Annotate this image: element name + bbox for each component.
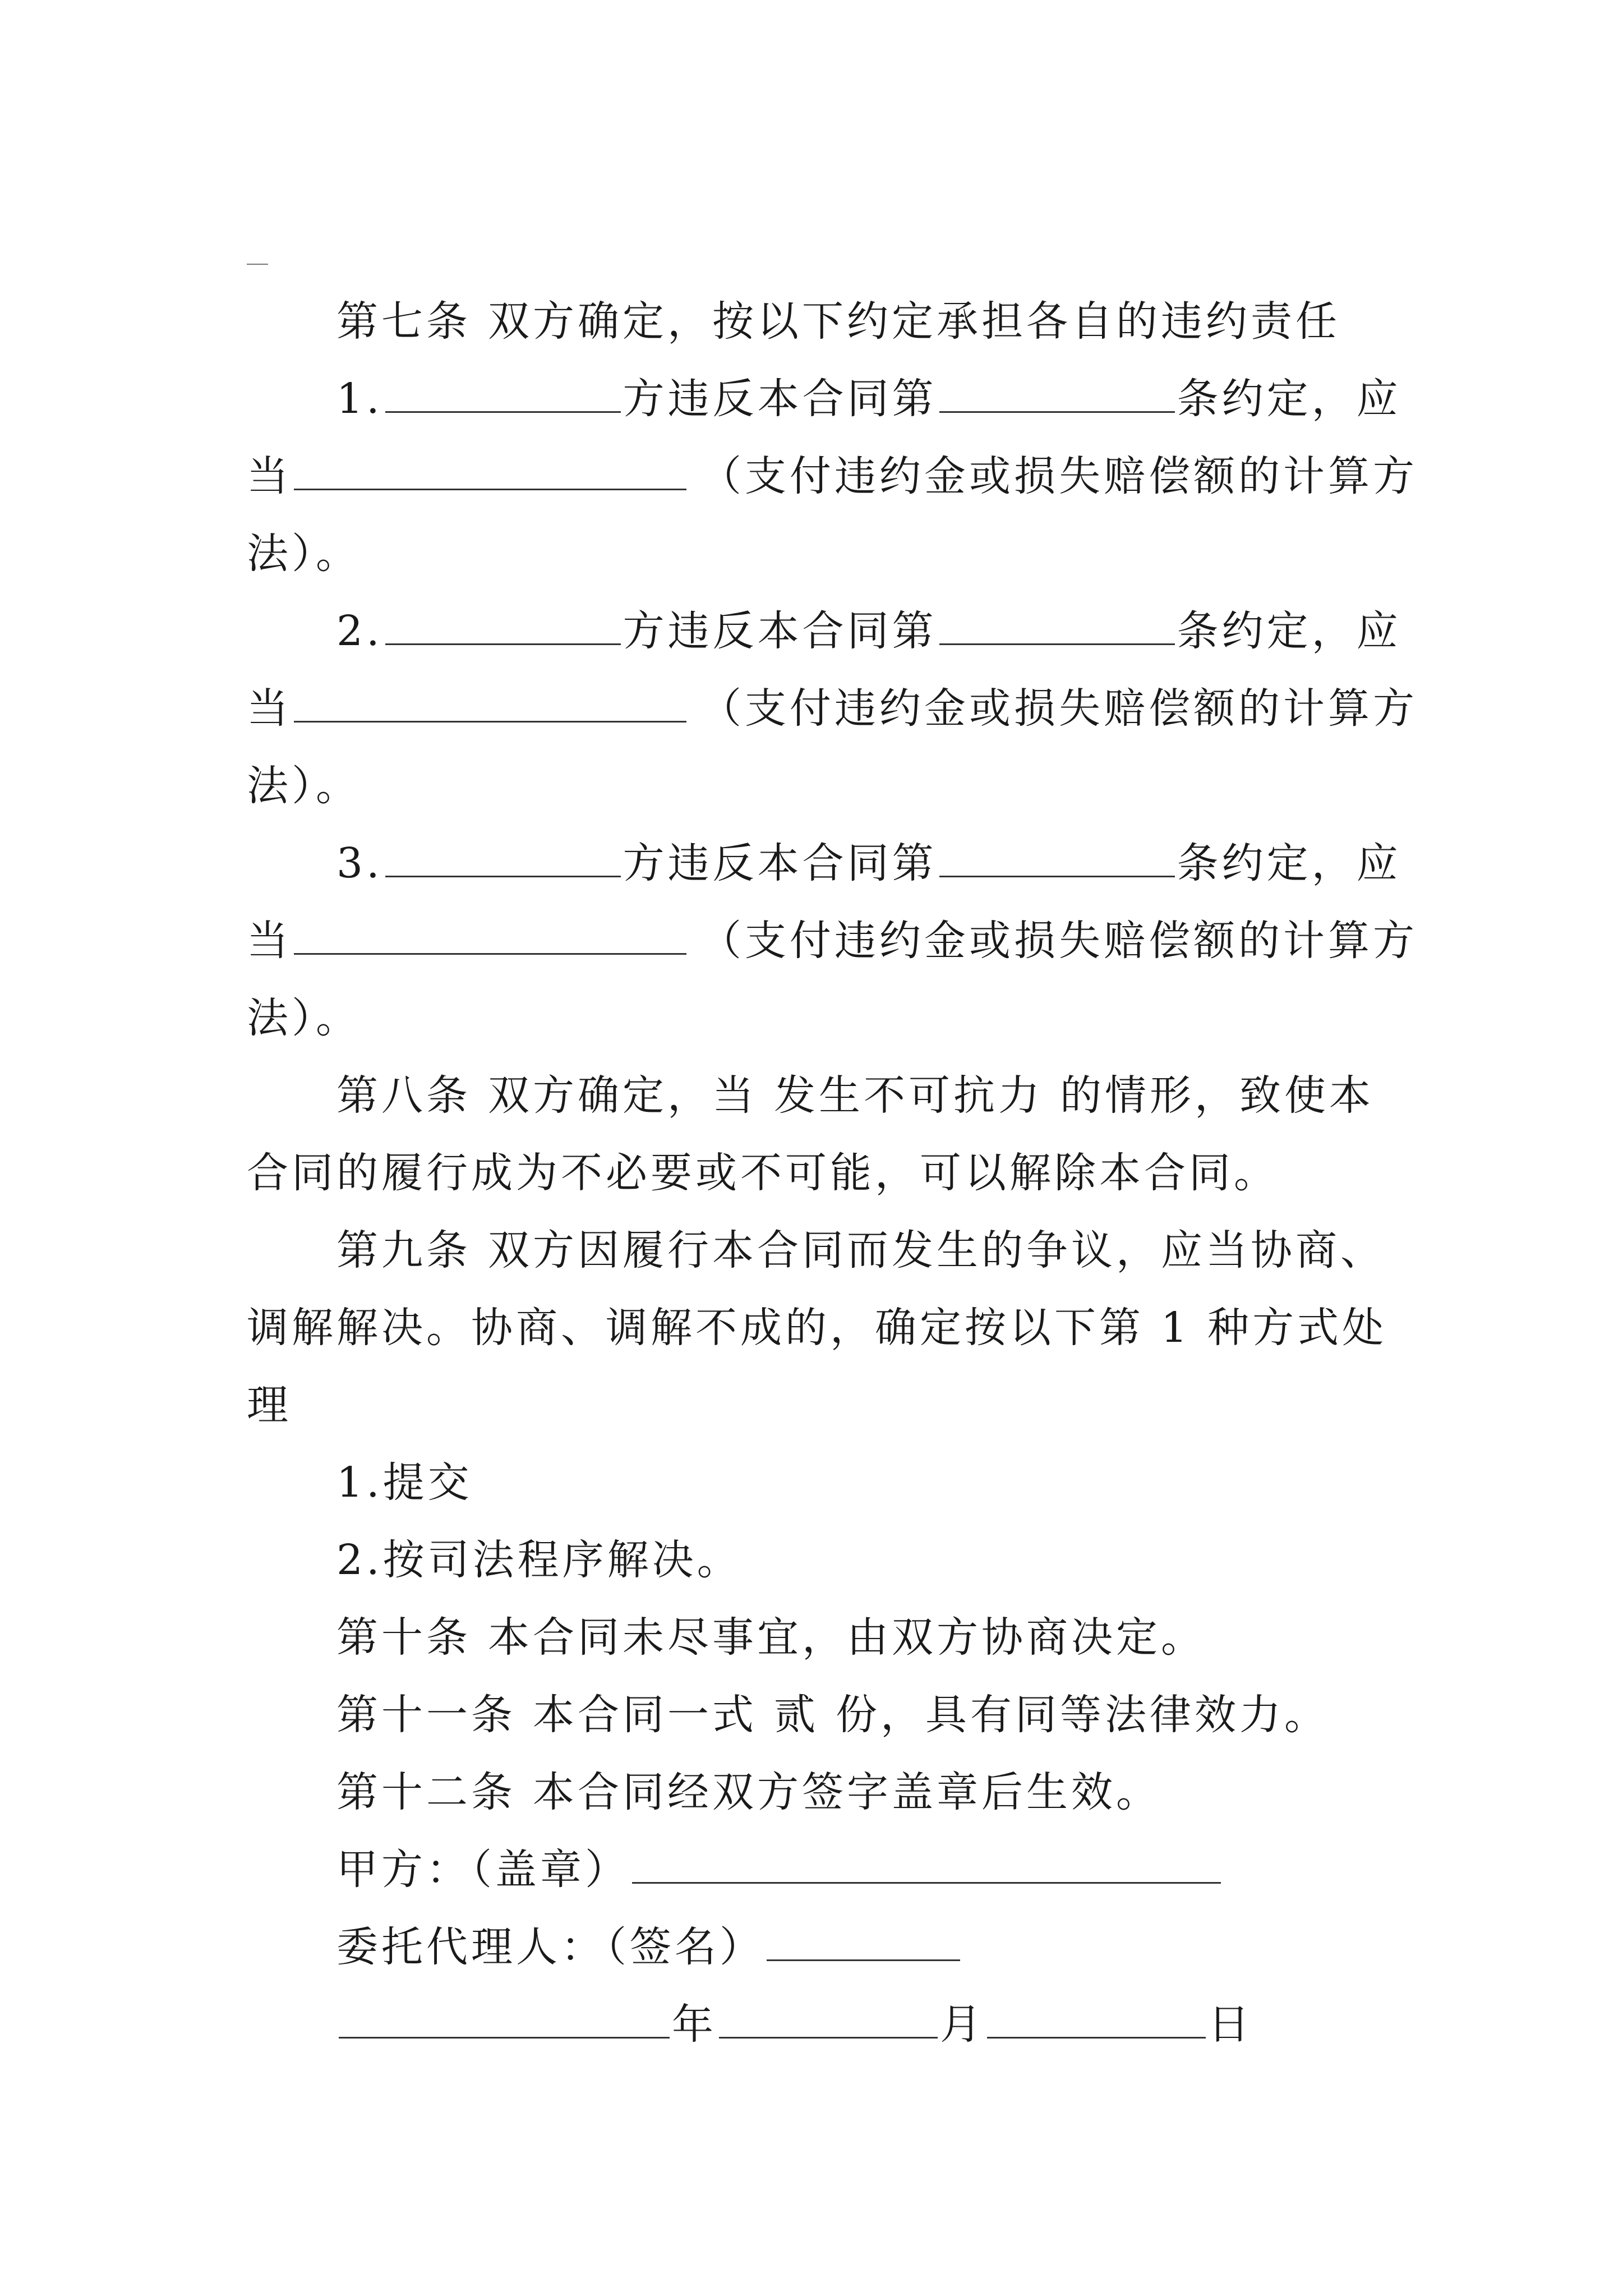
item-number: 3.	[336, 839, 383, 887]
article-9-text: 种方式处	[1207, 1304, 1387, 1352]
party-a-label: 甲方：（盖章）	[336, 1846, 630, 1894]
date-line	[336, 1986, 1385, 2063]
item-text: 条约定，应	[1177, 375, 1401, 423]
amount-blank[interactable]	[294, 919, 686, 955]
item-text: 当	[247, 917, 292, 965]
party-blank[interactable]	[385, 378, 621, 413]
year-blank[interactable]	[339, 2003, 670, 2039]
article-9-text: 调解解决。协商、调解不成的，确定按以下第	[247, 1304, 1144, 1352]
article-9-line-1	[336, 1212, 1385, 1289]
item-text: 法）。	[247, 530, 361, 578]
year-label: 年	[672, 2000, 717, 2049]
amount-blank[interactable]	[294, 687, 686, 723]
article-7-title	[336, 283, 1385, 360]
item-text: （支付违约金或损失赔偿额的计算方	[700, 452, 1418, 500]
article-11-heading: 第十一条	[336, 1691, 516, 1739]
item-text: 条约定，应	[1177, 839, 1401, 887]
item-text: （支付违约金或损失赔偿额的计算方	[700, 917, 1418, 965]
article-9-text: 双方因履行本合同而发生的争议，应当协商、	[488, 1226, 1385, 1274]
article-7-item-3-line-2	[247, 903, 1418, 979]
item-text: 方违反本合同第	[623, 375, 937, 423]
item-text: （支付违约金或损失赔偿额的计算方	[700, 684, 1418, 733]
day-blank[interactable]	[987, 2003, 1206, 2039]
dispute-choice-value: 1	[1161, 1304, 1191, 1352]
item-text: 方违反本合同第	[623, 839, 937, 887]
item-number: 1.	[336, 375, 383, 423]
month-blank[interactable]	[719, 2003, 938, 2039]
option-text: 2.按司法程序解决。	[336, 1536, 742, 1584]
article-7-item-3-line-3	[247, 980, 1385, 1056]
article-8-text: 发生不可抗力	[774, 1071, 1043, 1120]
article-7-item-1-line-3	[247, 516, 1385, 592]
item-text: 法）。	[247, 994, 361, 1042]
article-9-line-3	[247, 1367, 1385, 1443]
article-9-heading: 第九条	[336, 1226, 471, 1274]
article-8-text: 合同的履行成为不必要或不可能，可以解除本合同。	[247, 1149, 1279, 1197]
corner-mark	[247, 264, 268, 265]
article-7-text: 双方确定，按以下约定承担各自的违约责任	[488, 297, 1340, 346]
agent-signature-line	[336, 1909, 1385, 1985]
article-9-text: 理	[247, 1381, 292, 1429]
article-11	[336, 1677, 1385, 1753]
article-10	[336, 1599, 1385, 1676]
day-label: 日	[1208, 2000, 1253, 2049]
article-12-heading: 第十二条	[336, 1768, 516, 1816]
article-number-blank[interactable]	[939, 610, 1175, 645]
copies-value: 贰	[774, 1691, 819, 1739]
item-text: 当	[247, 684, 292, 733]
item-text: 当	[247, 452, 292, 500]
article-7-item-2-line-3	[247, 748, 1385, 824]
item-text: 方违反本合同第	[623, 607, 937, 655]
article-9-option-1	[336, 1444, 1385, 1521]
amount-blank[interactable]	[294, 455, 686, 490]
party-a-seal-blank[interactable]	[632, 1848, 1221, 1884]
article-10-text: 本合同未尽事宜，由双方协商决定。	[488, 1613, 1206, 1662]
article-7-heading: 第七条	[336, 297, 471, 346]
article-8-line-2	[247, 1135, 1385, 1211]
article-number-blank[interactable]	[939, 842, 1175, 877]
article-12	[336, 1754, 1385, 1830]
article-9-option-2	[336, 1522, 1385, 1598]
item-text: 条约定，应	[1177, 607, 1401, 655]
item-number: 2.	[336, 607, 383, 655]
article-8-text: 的情形，致使本	[1060, 1071, 1374, 1120]
month-label: 月	[940, 2000, 985, 2049]
article-9-line-2	[247, 1290, 1385, 1366]
party-blank[interactable]	[385, 610, 621, 645]
article-12-text: 本合同经双方签字盖章后生效。	[533, 1768, 1161, 1816]
article-7-item-3-line-1	[336, 825, 1401, 901]
party-blank[interactable]	[385, 842, 621, 877]
article-8-heading: 第八条	[336, 1071, 471, 1120]
option-text: 1.提交	[336, 1458, 473, 1507]
article-8-text: 双方确定，当	[488, 1071, 757, 1120]
article-10-heading: 第十条	[336, 1613, 471, 1662]
article-7-item-1-line-2	[247, 438, 1418, 514]
article-8-line-1	[336, 1057, 1385, 1134]
article-7-item-2-line-1	[336, 593, 1401, 669]
article-number-blank[interactable]	[939, 378, 1175, 413]
article-7-item-2-line-2	[247, 670, 1418, 747]
agent-signature-blank[interactable]	[767, 1926, 960, 1961]
article-11-text: 份，具有同等法律效力。	[836, 1691, 1329, 1739]
party-a-seal-line	[336, 1832, 1385, 1908]
agent-label: 委托代理人：（签名）	[336, 1923, 764, 1971]
article-11-text: 本合同一式	[533, 1691, 757, 1739]
item-text: 法）。	[247, 762, 361, 810]
article-7-item-1-line-1	[336, 361, 1401, 437]
